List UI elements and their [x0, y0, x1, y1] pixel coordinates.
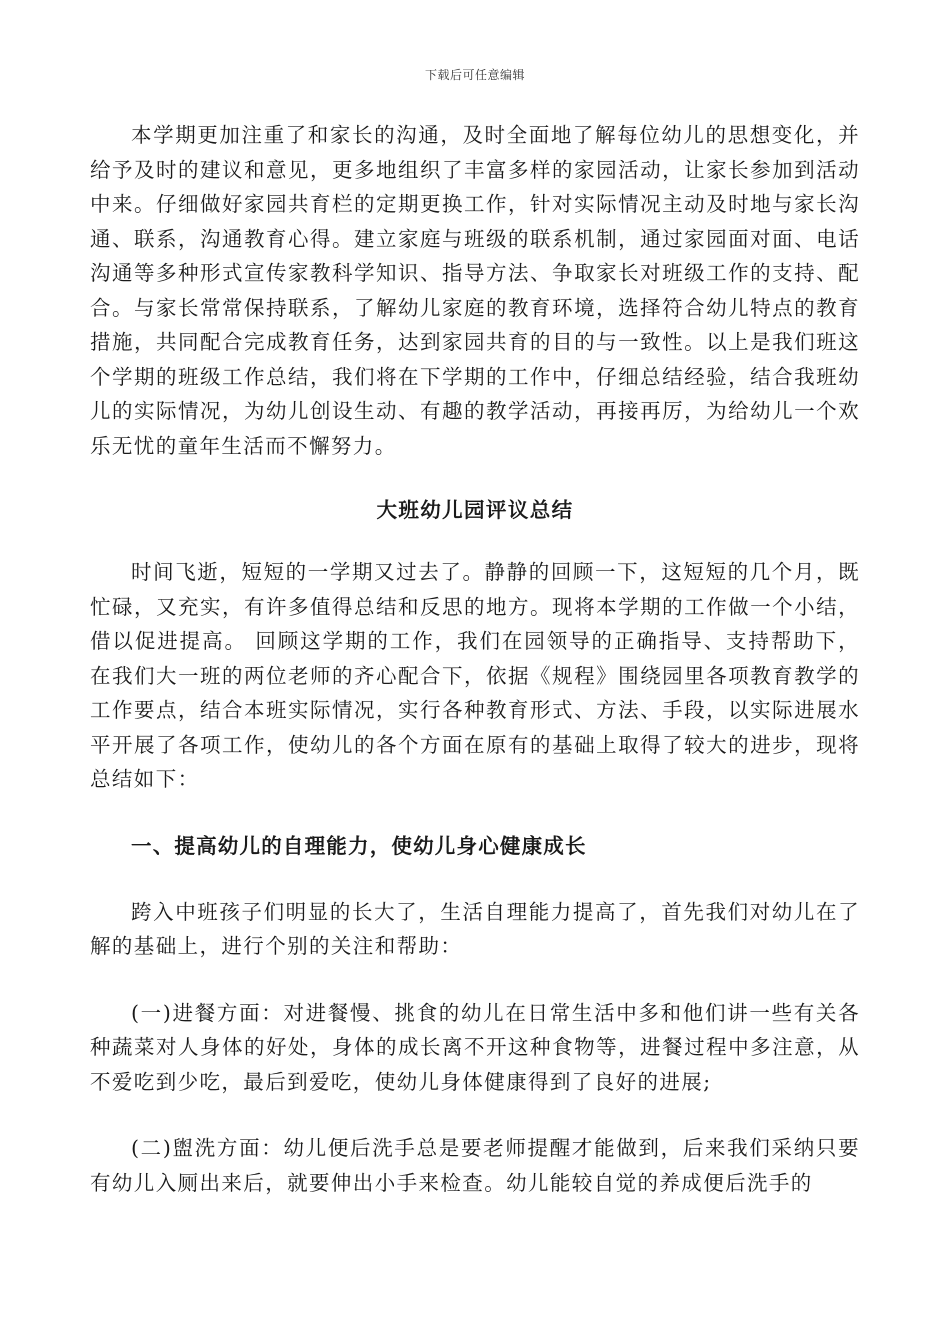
- page-header: 下载后可任意编辑: [424, 68, 525, 82]
- paragraph-home-communication: 本学期更加注重了和家长的沟通，及时全面地了解每位幼儿的思想变化，并给予及时的建议和意见，更多地组织了丰富多样的家园活动，让家长参加到活动中来。仔细做好家园共育栏的定期更换工作，针对实际情况主动及时地与家长沟通、联系，沟通教育心得。建立家庭与班级的联系机制，通过家园面对面、电话沟通等多种形式宣传家教科学知识、指导方法、争取家长对班级工作的支持、配合。与家长常常保持联系，了解幼儿家庭的教育环境，选择符合幼儿特点的教育措施，共同配合完成教育任务，达到家园共育的目的与一致性。以上是我们班这个学期的班级工作总结，我们将在下学期的工作中，仔细总结经验，结合我班幼儿的实际情况，为幼儿创设生动、有趣的教学活动，再接再厉，为给幼儿一个欢乐无忧的童年生活而不懈努力。: [90, 123, 860, 458]
- paragraph-item-meals: (一)进餐方面：对进餐慢、挑食的幼儿在日常生活中多和他们讲一些有关各种蔬菜对人身体的好处，身体的成长离不开这种食物等，进餐过程中多注意，从不爱吃到少吃，最后到爱吃，使幼儿身体健康得到了良好的进展;: [90, 1000, 860, 1094]
- spacer: [90, 863, 860, 895]
- paragraph-item-washing: (二)盥洗方面：幼儿便后洗手总是要老师提醒才能做到，后来我们采纳只要有幼儿入厕出来后，就要伸出小手来检查。幼儿能较自觉的养成便后洗手的: [90, 1136, 860, 1195]
- spacer: [90, 964, 860, 996]
- document-body: [90, 118, 860, 1200]
- paragraph-intro: 时间飞逝，短短的一学期又过去了。静静的回顾一下，这短短的几个月，既忙碌，又充实，有许多值得总结和反思的地方。现将本学期的工作做一个小结，借以促进提高。 回顾这学期的工作，我们在园领导的正确指导、支持帮助下，在我们大一班的两位老师的齐心配合下，依据《规程》围绕园里各项教育教学的工作要点，结合本班实际情况，实行各种教育形式、方法、手段，以实际进展水平开展了各项工作，使幼儿的各个方面在原有的基础上取得了较大的进步，现将总结如下：: [90, 560, 860, 791]
- spacer: [90, 527, 860, 555]
- spacer: [90, 1099, 860, 1131]
- spacer: [90, 463, 860, 493]
- paragraph-self-care-intro: 跨入中班孩子们明显的长大了，生活自理能力提高了，首先我们对幼儿在了解的基础上，进行个别的关注和帮助：: [90, 899, 860, 958]
- spacer: [90, 797, 860, 829]
- subheading-self-care: 一、提高幼儿的自理能力，使幼儿身心健康成长: [131, 833, 587, 858]
- section-title: 大班幼儿园评议总结: [376, 498, 574, 522]
